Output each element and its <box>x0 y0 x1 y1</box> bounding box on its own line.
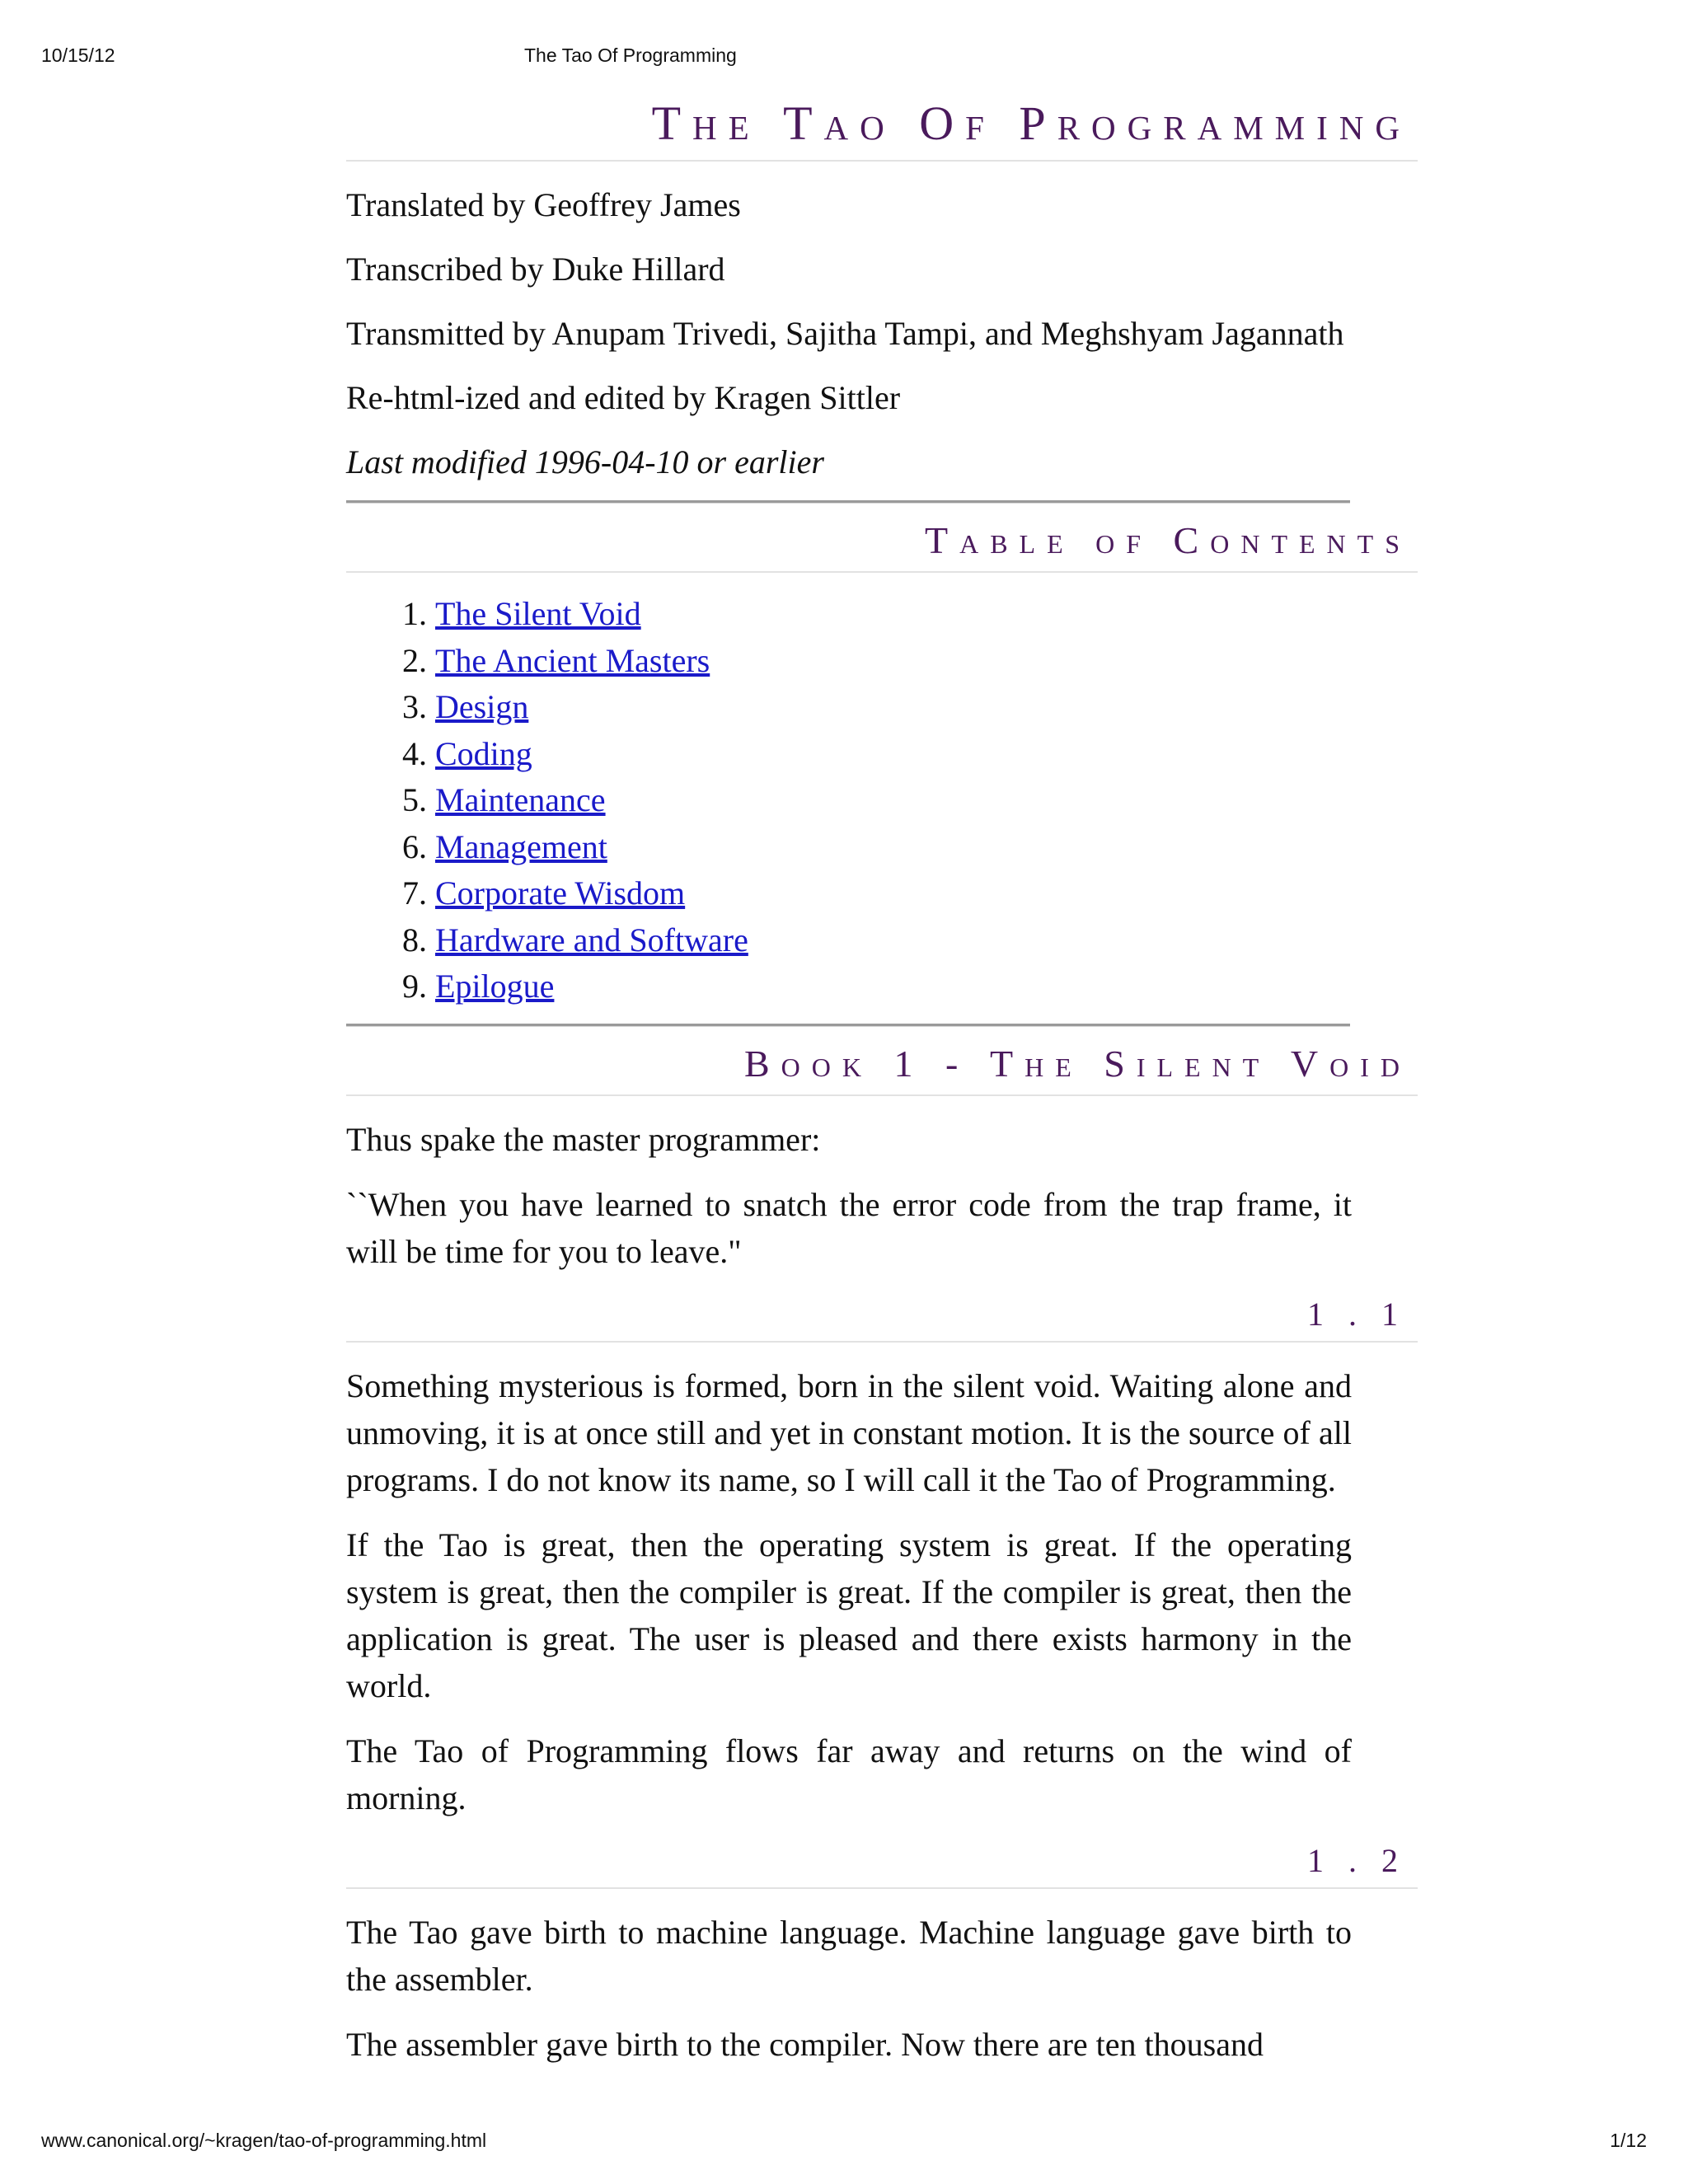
toc-number: 1. <box>402 595 427 632</box>
toc-item <box>346 731 1418 778</box>
book-heading: Book 1 - The Silent Void <box>346 1038 1418 1096</box>
toc-number: 2. <box>402 641 427 679</box>
toc-number: 5. <box>402 781 427 818</box>
section-paragraph: The Tao of Programming flows far away and returns on the wind of morning. <box>346 1732 1352 1816</box>
toc-item <box>346 591 1418 638</box>
toc-link-coding[interactable]: Coding <box>435 734 532 772</box>
toc-item <box>346 824 1418 871</box>
toc-item <box>346 684 1418 731</box>
book-intro <box>346 1116 1352 1275</box>
toc-link-design[interactable]: Design <box>435 688 529 725</box>
section-paragraph: The assembler gave birth to the compiler. Now there are ten thousand <box>346 2025 1264 2063</box>
print-date: 10/15/12 <box>41 45 115 66</box>
toc-item <box>346 777 1418 824</box>
toc-heading: Table of Contents <box>346 515 1418 573</box>
document-content <box>346 92 1418 2086</box>
section-paragraph: If the Tao is great, then the operating system is great. If the operating system is great, then the compiler is great. If the compiler is great, then the application is great. The user is pleased and there exists harmony in the world. <box>346 1526 1352 1704</box>
toc-item <box>346 638 1418 685</box>
toc-item <box>346 870 1418 917</box>
last-modified: Last modified 1996-04-10 or earlier <box>346 443 824 480</box>
toc-number: 7. <box>402 874 427 912</box>
toc-number: 3. <box>402 688 427 725</box>
toc-number: 6. <box>402 827 427 865</box>
section-heading: 1 . 1 <box>346 1293 1418 1343</box>
section-paragraph: The Tao gave birth to machine language. Machine language gave birth to the assembler. <box>346 1913 1352 1998</box>
toc-link-ancient-masters[interactable]: The Ancient Masters <box>435 641 710 679</box>
toc-item <box>346 917 1418 964</box>
section-paragraph: Something mysterious is formed, born in the silent void. Waiting alone and unmoving, it is at once still and yet in constant motion. It is the source of all programs. I do not know its name, so I will call it the Tao of Programming. <box>346 1366 1352 1498</box>
toc-link-epilogue[interactable]: Epilogue <box>435 968 555 1005</box>
toc-number: 8. <box>402 921 427 958</box>
intro-paragraph: ``When you have learned to snatch the error code from the trap frame, it will be time for you to leave." <box>346 1185 1352 1270</box>
print-header <box>0 45 1688 69</box>
credit-editor: Re-html-ized and edited by Kragen Sittler <box>346 379 901 416</box>
toc-number: 9. <box>402 968 427 1005</box>
toc-link-corporate-wisdom[interactable]: Corporate Wisdom <box>435 874 686 912</box>
print-title: The Tao Of Programming <box>524 45 737 66</box>
section-text <box>346 1362 1352 1821</box>
section-text <box>346 1909 1352 2068</box>
toc-item <box>346 963 1418 1010</box>
toc-link-silent-void[interactable]: The Silent Void <box>435 595 641 632</box>
credit-translator: Translated by Geoffrey James <box>346 186 741 223</box>
toc-link-maintenance[interactable]: Maintenance <box>435 781 606 818</box>
toc-number: 4. <box>402 734 427 772</box>
divider <box>346 500 1350 504</box>
intro-paragraph: Thus spake the master programmer: <box>346 1120 821 1158</box>
toc-link-hardware-software[interactable]: Hardware and Software <box>435 921 748 958</box>
page-title: The Tao Of Programming <box>346 92 1418 162</box>
credit-transcriber: Transcribed by Duke Hillard <box>346 251 725 288</box>
section-heading: 1 . 2 <box>346 1840 1418 1889</box>
table-of-contents <box>346 591 1418 1010</box>
credits <box>346 181 1360 485</box>
print-footer <box>0 2130 1688 2154</box>
toc-link-management[interactable]: Management <box>435 827 607 865</box>
divider <box>346 1024 1350 1027</box>
print-page-number: 1/12 <box>1610 2130 1647 2151</box>
credit-transmitters: Transmitted by Anupam Trivedi, Sajitha Tampi, and Meghshyam Jagannath <box>346 315 1344 352</box>
print-url: www.canonical.org/~kragen/tao-of-programming.html <box>41 2130 487 2151</box>
